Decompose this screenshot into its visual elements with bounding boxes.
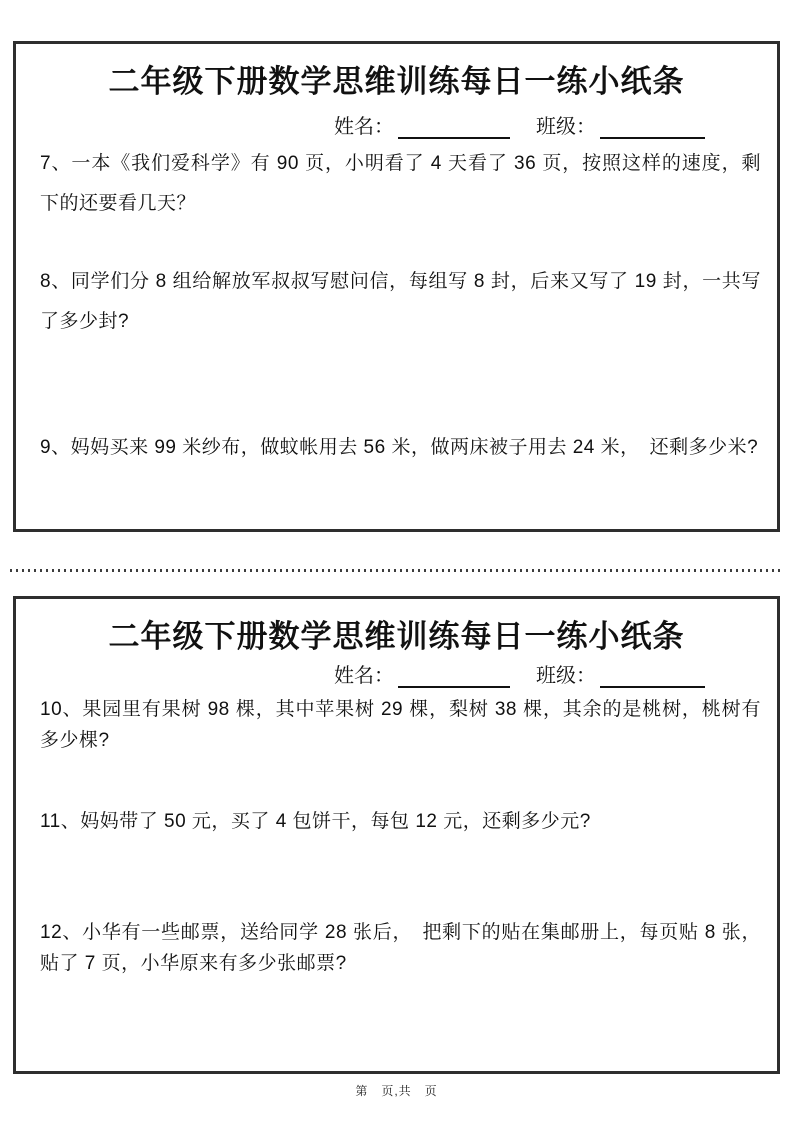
page-footer: 第 页,共 页 xyxy=(355,1084,438,1098)
name-label: 姓名： xyxy=(334,116,394,138)
name-blank-line xyxy=(398,116,510,139)
cut-line xyxy=(10,569,783,572)
name-label: 姓名： xyxy=(334,665,394,687)
problem-11: 11、妈妈带了 50 元，买了 4 包饼干，每包 12 元，还剩多少元? xyxy=(40,811,591,832)
name-class-row xyxy=(334,659,705,688)
problem-8: 8、同学们分 8 组给解放军叔叔写慰问信，每组写 8 封，后来又写了 19 封，一共写了多少封? xyxy=(40,271,761,332)
class-label: 班级： xyxy=(536,116,596,138)
class-blank-line xyxy=(600,665,705,688)
section-title: 二年级下册数学思维训练每日一练小纸条 xyxy=(108,619,685,654)
worksheet-section-1 xyxy=(13,41,780,532)
worksheet-section-2 xyxy=(13,596,780,1074)
class-blank-line xyxy=(600,116,705,139)
problem-7: 7、一本《我们爱科学》有 90 页，小明看了 4 天看了 36 页，按照这样的速度，剩下的还要看几天？ xyxy=(40,153,761,214)
problem-9: 9、妈妈买来 99 米纱布，做蚊帐用去 56 米，做两床被子用去 24 米， 还剩多少米? xyxy=(40,437,759,458)
problem-10: 10、果园里有果树 98 棵，其中苹果树 29 棵，梨树 38 棵，其余的是桃树，桃树有多少棵? xyxy=(40,699,761,751)
class-label: 班级： xyxy=(536,665,596,687)
name-class-row xyxy=(334,110,705,139)
name-blank-line xyxy=(398,665,510,688)
problem-12: 12、小华有一些邮票，送给同学 28 张后， 把剩下的贴在集邮册上，每页贴 8 张，贴了 7 页，小华原来有多少张邮票? xyxy=(40,922,761,974)
section-title: 二年级下册数学思维训练每日一练小纸条 xyxy=(108,64,685,99)
